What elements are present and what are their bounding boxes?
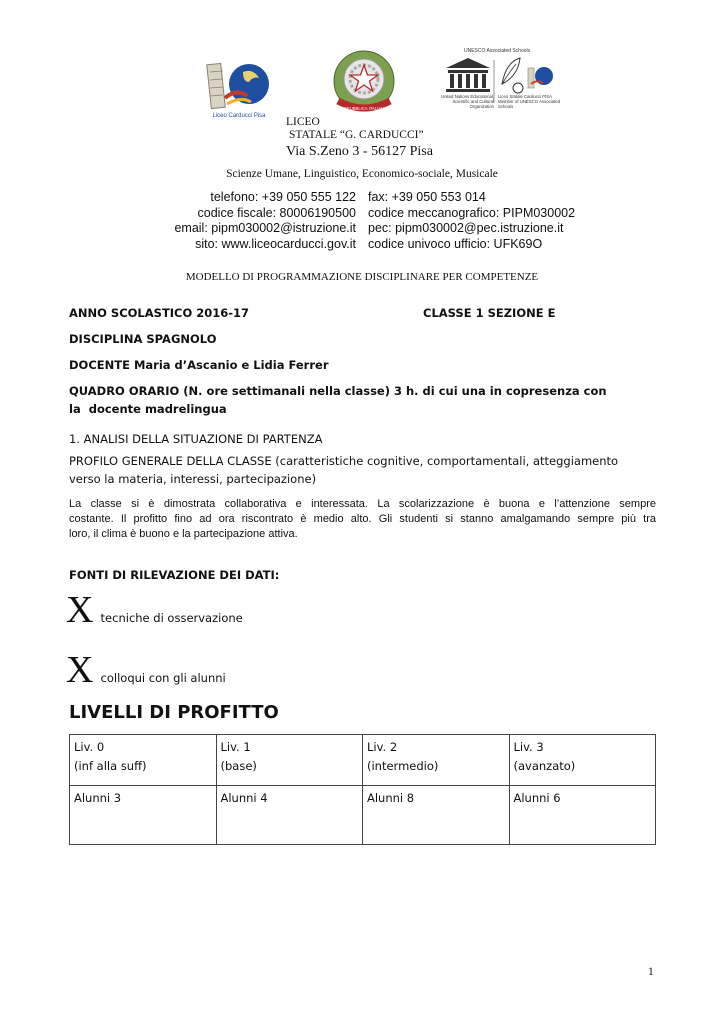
check-mark: X — [66, 589, 94, 631]
table-cell: Alunni 8 — [363, 786, 510, 845]
check-mark: X — [66, 649, 94, 691]
paragraph-line3: loro, il clima è buono e la partecipazione attiva. — [69, 528, 298, 540]
contacts-right — [368, 190, 575, 252]
check-label: tecniche di osservazione — [100, 611, 243, 625]
anno-scolastico: ANNO SCOLASTICO 2016-17 — [69, 306, 250, 320]
check-item-colloqui — [66, 650, 226, 690]
page-number: 1 — [648, 966, 654, 978]
paragraph-line1: La classe si è dimostrata collaborativa e interessata. La scolarizzazione è buona e l’attenzione sempre — [69, 498, 656, 510]
header-address: Via S.Zeno 3 - 56127 Pisa — [286, 144, 433, 159]
livelli-table — [69, 734, 656, 845]
quadro-orario-line1: QUADRO ORARIO (N. ore settimanali nella classe) 3 h. di cui una in copresenza con — [69, 384, 607, 398]
profilo-line2: verso la materia, interessi, partecipazione) — [69, 472, 317, 486]
header-statale: STATALE “G. CARDUCCI” — [289, 129, 424, 141]
table-cell — [363, 735, 510, 786]
classe-sezione: CLASSE 1 SEZIONE E — [423, 306, 556, 320]
contact-codice-fiscale: codice fiscale: 80006190500 — [197, 205, 356, 220]
disciplina: DISCIPLINA SPAGNOLO — [69, 332, 217, 346]
level-description: (avanzato) — [513, 759, 576, 773]
check-label: colloqui con gli alunni — [100, 671, 226, 685]
docente: DOCENTE Maria d’Ascanio e Lidia Ferrer — [69, 358, 329, 372]
italian-republic-emblem — [330, 45, 398, 117]
table-row — [70, 735, 656, 786]
contact-telefono: telefono: +39 050 555 122 — [210, 190, 356, 204]
table-cell — [509, 735, 656, 786]
table-row — [70, 786, 656, 845]
fonti-heading: FONTI DI RILEVAZIONE DEI DATI: — [69, 568, 280, 582]
modello-title: MODELLO DI PROGRAMMAZIONE DISCIPLINARE PER COMPETENZE — [185, 271, 539, 283]
level-label: Liv. 2 — [367, 740, 398, 754]
level-label: Liv. 0 — [74, 740, 105, 754]
level-description: (base) — [220, 759, 257, 773]
contacts-left — [174, 190, 356, 252]
header-liceo: LICEO — [286, 116, 320, 128]
table-cell: Alunni 3 — [70, 786, 217, 845]
level-label: Liv. 1 — [220, 740, 251, 754]
level-description: (inf alla suff) — [74, 759, 147, 773]
contact-fax: fax: +39 050 553 014 — [368, 190, 486, 204]
header-indirizzi: Scienze Umane, Linguistico, Economico-sociale, Musicale — [226, 168, 498, 180]
level-description: (intermedio) — [367, 759, 439, 773]
profilo-line1: PROFILO GENERALE DELLA CLASSE (caratteristiche cognitive, comportamentali, atteggiamento — [69, 454, 619, 468]
table-cell — [216, 735, 363, 786]
livelli-title: LIVELLI DI PROFITTO — [69, 702, 279, 723]
unesco-caption: UNESCO Associated Schools — [464, 48, 531, 54]
unesco-school-caption: Liceo Statale Carducci PISA Member of UNESCO Associated Schools — [498, 94, 561, 109]
contact-email[interactable]: email: pipm030002@istruzione.it — [174, 221, 356, 235]
contact-sito[interactable]: sito: www.liceocarducci.gov.it — [195, 236, 356, 251]
liceo-carducci-logo — [205, 58, 273, 120]
emblem-ribbon-text: REPUBBLICA ITALIANA — [341, 106, 387, 111]
table-cell: Alunni 6 — [509, 786, 656, 845]
analisi-heading: 1. ANALISI DELLA SITUAZIONE DI PARTENZA — [69, 432, 323, 446]
contact-pec[interactable]: pec: pipm030002@pec.istruzione.it — [368, 221, 564, 235]
paragraph-line2: costante. Il profitto fino ad ora riscontrato è medio alto. Gli studenti si stanno amalgamando sempre più tra — [69, 513, 656, 525]
check-item-osservazione — [66, 590, 243, 630]
quadro-orario-line2: la docente madrelingua — [69, 402, 227, 416]
level-label: Liv. 3 — [513, 740, 544, 754]
table-cell — [70, 735, 217, 786]
table-cell: Alunni 4 — [216, 786, 363, 845]
contact-codice-univoco: codice univoco ufficio: UFK69O — [368, 236, 543, 251]
logo-left-caption: Liceo Carducci Pisa — [212, 113, 266, 119]
unesco-un-caption: United Nations Educational, Scientific and Cultural Organization — [440, 94, 494, 109]
contact-codice-meccanografico: codice meccanografico: PIPM030002 — [368, 205, 576, 220]
